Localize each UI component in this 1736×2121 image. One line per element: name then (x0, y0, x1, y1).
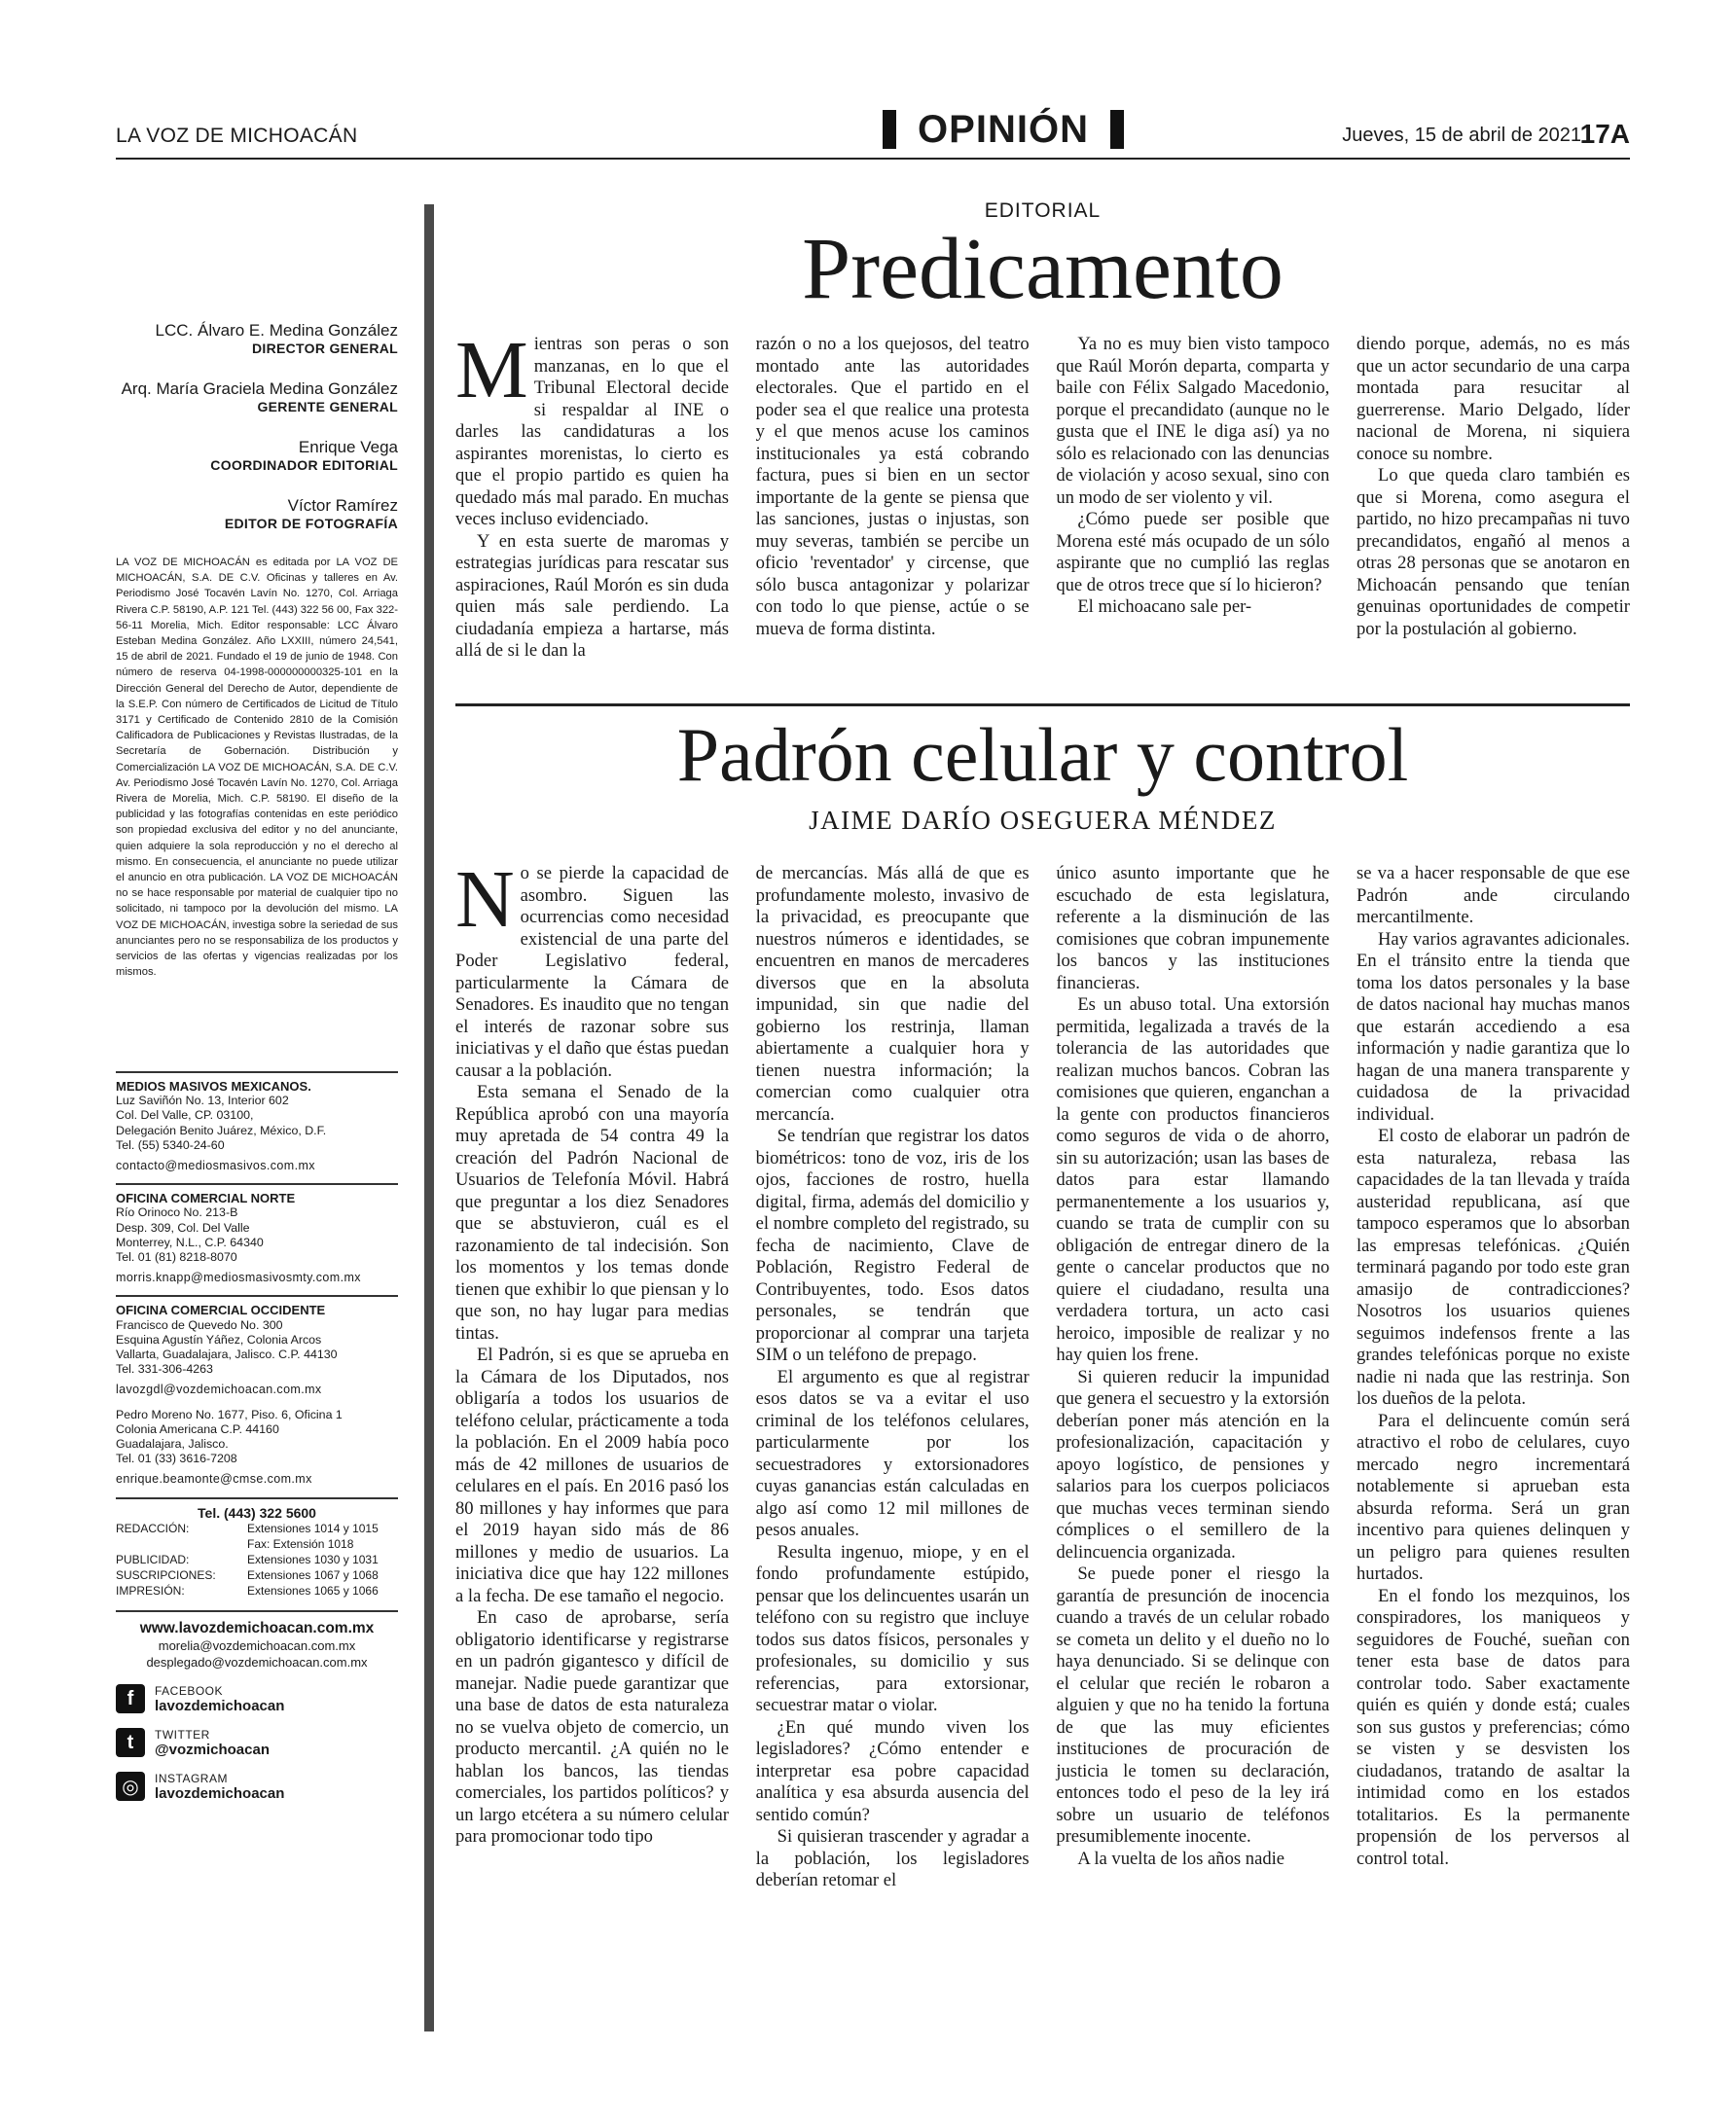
twitter-icon: t (116, 1728, 145, 1757)
paragraph: El michoacano sale per- (1077, 596, 1252, 617)
contact-email-link[interactable]: morelia@vozdemichoacan.com.mx (158, 1637, 356, 1653)
web-contacts (116, 1610, 398, 1671)
section-bar-left (883, 110, 896, 149)
opinion-title: Padrón celular y control (676, 712, 1409, 797)
facebook-icon: f (116, 1684, 145, 1713)
paragraph: Lo que queda claro también es que si Morena, como asegura el partido, no hizo precampañas ni tuvo precandidatos, engañó al menos a otras 28 personas que se anotaron en Michoacán pensando que tenían genuinas oportunidades de competir por la postulación al gobierno. (1356, 465, 1630, 639)
phone-directory (116, 1497, 398, 1599)
paragraph (455, 334, 729, 531)
paragraph: En el fondo los mezquinos, los conspiradores, los maniqueos y seguidores de Fouché, sueñan con tener esta base de datos para controlar todo. Saber exactamente quién es quién y donde está; cuales son sus gustos y preferencias; cómo se visten y se desvisten los ciudadanos, tratando de asaltar la intimidad como en los estados totalitarios. Es la permanente propensión de los perversos al control total. (1356, 1585, 1630, 1869)
phone-dept: IMPRESIÓN: (116, 1583, 185, 1598)
paragraph: ¿Cómo puede ser posible que Morena esté más ocupado de un sólo aspirante que no cumplió las reglas que de otros trece que sí lo hicieron? (1056, 509, 1330, 595)
article-column (1356, 863, 1630, 2011)
page-number: 17A (1579, 119, 1630, 149)
phone-row (116, 1583, 398, 1599)
masthead (116, 107, 1630, 160)
paragraph: El argumento es que al registrar esos datos se va a evitar el uso criminal de los teléfonos celulares, particularmente por los secuestradores y extorsionadores cuyas ganancias están calculadas en algo así como 12 mil millones de pesos anuales. (755, 1366, 1030, 1540)
office-line: Tel. 01 (33) 3616-7208 (116, 1452, 237, 1466)
office-email-link[interactable]: contacto@mediosmasivos.com.mx (116, 1159, 315, 1173)
phone-row (116, 1567, 398, 1583)
paragraph: ¿En qué mundo viven los legisladores? ¿Cómo entender e interpretar esa pobre capacidad analítica y esa absurda ausencia del sentido común? (755, 1716, 1030, 1825)
editorial-title: Predicamento (802, 221, 1284, 317)
office-block (116, 1183, 398, 1285)
staff-name: Víctor Ramírez (287, 496, 398, 515)
office-block (116, 1295, 398, 1397)
social-label: FACEBOOK (155, 1683, 224, 1698)
article-column (1356, 334, 1630, 680)
paragraph: se va a hacer responsable de que ese Padrón ande circulando mercantilmente. (1356, 863, 1630, 927)
drop-cap: M (455, 334, 528, 415)
editorial-article (455, 199, 1630, 680)
office-line: Col. Del Valle, CP. 03100, (116, 1108, 254, 1123)
paragraph: Es un abuso total. Una extorsión permitida, legalizada a través de la tolerancia de las autoridades que realizan muchos bancos. Cobran las comisiones que quieren, enganchan a la gente con productos financieros como seguros de vida o de ahorro, sin su autorización; usan las bases de datos para estar llamando permanentemente a los usuarios y, cuando se trata de cumplir con su obligación de entregar dinero de la gente o cancelar productos que no quiere el ciudadano, resulta una verdadera tortura, un acto casi heroico, imposible de realizar y no hay quien los frene. (1056, 994, 1330, 1365)
phone-ext: Extensiones 1014 y 1015 (247, 1521, 379, 1535)
staff-entry (116, 379, 398, 414)
phone-dept: REDACCIÓN: (116, 1521, 190, 1535)
phone-row (116, 1536, 398, 1552)
paragraph: A la vuelta de los años nadie (1077, 1848, 1285, 1869)
paragraph (455, 863, 729, 1082)
office-line: Francisco de Quevedo No. 300 (116, 1317, 283, 1332)
editorial-columns (455, 334, 1630, 680)
phone-dept: SUSCRIPCIONES: (116, 1567, 216, 1582)
section-title: OPINIÓN (918, 107, 1089, 151)
staff-entry (116, 438, 398, 473)
social-handle: lavozdemichoacan (155, 1697, 285, 1714)
author-byline: JAIME DARÍO OSEGUERA MÉNDEZ (809, 806, 1277, 835)
paragraph: de mercancías. Más allá de que es profundamente molesto, invasivo de la privacidad, es preocupante que nuestros números e identidades, se encuentren en manos de mercaderes diversos que en la absoluta impunidad, sin que nadie del gobierno los restrinja, llaman abiertamente a cualquier hora y tienen nuestra información; la comercian como cualquier otra mercancía. (755, 863, 1030, 1125)
office-email-link[interactable]: lavozgdl@vozdemichoacan.com.mx (116, 1383, 322, 1397)
office-block (116, 1402, 398, 1488)
paragraph-text: o se pierde la capacidad de asombro. Siguen las ocurrencias como necesidad existencial de una parte del Poder Legislativo federal, particularmente la Cámara de Senadores. Es inaudito que no tengan el interés de razonar sobre sus iniciativas y el daño que éstas puedan causar a la población. (455, 863, 729, 1081)
social-twitter[interactable] (116, 1728, 398, 1758)
office-block (116, 1071, 398, 1173)
website-link[interactable]: www.lavozdemichoacan.com.mx (139, 1619, 375, 1636)
office-line: Tel. (55) 5340-24-60 (116, 1137, 225, 1152)
social-label: INSTAGRAM (155, 1771, 228, 1785)
paragraph: Ya no es muy bien visto tampoco que Raúl Morón departa, comparta y baile con Félix Salgado Macedonio, porque el precandidato (aunque no le gusta que el INE le diga así) ya no sólo es relacionado con las denuncias de violación y acoso sexual, sino con un modo de ser violento y vil. (1056, 334, 1330, 508)
office-line: Esquina Agustín Yáñez, Colonia Arcos (116, 1332, 322, 1347)
article-column (455, 334, 729, 680)
phone-ext: Extensiones 1067 y 1068 (247, 1567, 379, 1582)
office-line: Desp. 309, Col. Del Valle (116, 1220, 250, 1235)
paragraph: Resulta ingenuo, miope, y en el fondo profundamente estúpido, pensar que los delincuentes usarán un teléfono con su registro que incluye todos sus datos físicos, personales y profesionales, su domicilio y sus referencias, para extorsionar, secuestrar matar o violar. (755, 1541, 1030, 1715)
paragraph: Para el delincuente común será atractivo el robo de celulares, cuyo mercado negro incrementará notablemente si aprueban esta absurda reforma. Será un gran incentivo para quienes delinquen y un peligro para quienes resulten hurtados. (1356, 1410, 1630, 1584)
paragraph: Y en esta suerte de maromas y estrategias jurídicas para rescatar sus aspiraciones, Raúl Morón es sin duda quien más sale perdiendo. La ciudadanía empieza a hartarse, más allá de si le dan la (455, 530, 729, 661)
paragraph: diendo porque, además, no es más que un actor secundario de una carpa montada para resucitar al guerrerense. Mario Delgado, líder nacional de Morena, ni siquiera conoce su nombre. (1356, 334, 1630, 464)
phone-row (116, 1552, 398, 1567)
social-instagram[interactable] (116, 1772, 398, 1802)
office-title: OFICINA COMERCIAL NORTE (116, 1191, 296, 1206)
office-line: Tel. 01 (81) 8218-8070 (116, 1250, 237, 1265)
paragraph: Hay varios agravantes adicionales. En el tránsito entre la tienda que toma los datos personales y la base de datos nacional hay muchas manos que estarán accediendo a esa información y nadie garantiza que lo hagan de una manera transparente y cuidadosa de la privacidad individual. (1356, 928, 1630, 1125)
paragraph: único asunto importante que he escuchado de esta legislatura, referente a la disminución de las comisiones que cobran impunemente los bancos y las instituciones financieras. (1056, 863, 1330, 993)
paragraph: Si quieren reducir la impunidad que genera el secuestro y la extorsión deberían poner más atención en la profesionalización, capacitación y apoyo logístico, de pensiones y salarios para los cuerpos policiacos que muchas veces terminan siendo cómplices o el semillero de la delincuencia organizada. (1056, 1366, 1330, 1563)
staff-entry (116, 496, 398, 531)
staff-entry (116, 321, 398, 356)
social-label: TWITTER (155, 1727, 210, 1742)
office-title: OFICINA COMERCIAL OCCIDENTE (116, 1303, 326, 1318)
paragraph-text: ientras son peras o son manzanas, en lo que el Tribunal Electoral decide si respaldar al INE o darles las candidaturas a los aspirantes morenistas, lo cierto es que el propio partido es quien ha quedado más mal parado. En muchas veces incluso evidenciado. (455, 334, 729, 529)
staff-name: LCC. Álvaro E. Medina González (155, 321, 398, 340)
office-line: Tel. 331-306-4263 (116, 1362, 213, 1377)
phone-dept (116, 1536, 247, 1552)
staff-role: DIRECTOR GENERAL (252, 341, 398, 356)
section-header (852, 107, 1154, 152)
paragraph: Esta semana el Senado de la República aprobó con una mayoría muy apretada de 54 contra 49 la creación del Padrón Nacional de Usuarios de Telefonía Móvil. Habrá que preguntar a los diez Senadores que se abstuvieron, cuál es el razonamiento de tal indecisión. Son los momentos y los temas donde tienen que exhibir lo que piensan y lo que son, no hay lugar para medias tintas. (455, 1082, 729, 1344)
phone-dept: PUBLICIDAD: (116, 1552, 190, 1566)
office-line: Pedro Moreno No. 1677, Piso. 6, Oficina 1 (116, 1407, 343, 1421)
staff-role: EDITOR DE FOTOGRAFÍA (224, 516, 398, 531)
issue-date: Jueves, 15 de abril de 2021 (1342, 125, 1581, 146)
staff-role: COORDINADOR EDITORIAL (210, 457, 398, 473)
office-title: MEDIOS MASIVOS MEXICANOS. (116, 1079, 311, 1094)
opinion-article (455, 710, 1630, 2011)
staff-name: Enrique Vega (298, 438, 398, 456)
staff-name: Arq. María Graciela Medina González (121, 379, 398, 398)
office-line: Río Orinoco No. 213-B (116, 1205, 238, 1220)
article-column (1056, 863, 1329, 2011)
article-column (455, 863, 729, 2011)
paragraph: razón o no a los quejosos, del teatro montado ante las autoridades electorales. Que el partido en el poder sea el que realice una protesta y el que menos acuse los caminos institucionales ya está cobrando factura, pues si bien en un sector importante de la gente se piensa que las sanciones, justas o injustas, son muy severas, también se percibe un oficio 'reventador' y circense, que sólo busca antagonizar y polarizar con todo lo que piense, actúe o se mueva de forma distinta. (755, 334, 1030, 639)
contact-email-link[interactable]: desplegado@vozdemichoacan.com.mx (146, 1654, 368, 1670)
office-line: Colonia Americana C.P. 44160 (116, 1421, 279, 1436)
social-handle: @vozmichoacan (155, 1741, 270, 1758)
office-line: Guadalajara, Jalisco. (116, 1437, 229, 1452)
paragraph: Se puede poner el riesgo la garantía de presunción de inocencia cuando a través de un celular robado se cometa un delito y el dueño no lo haya denunciado. Si se delinque con el celular que recién le robaron a alguien y que no ha tenido la fortuna de que las muy eficientes instituciones de procuración de justicia le tomen su declaración, entonces todo el peso de la ley irá sobre un usuario de teléfonos presumiblemente inocente. (1056, 1564, 1330, 1847)
phone-row (116, 1521, 398, 1536)
office-line: Luz Saviñón No. 13, Interior 602 (116, 1094, 289, 1108)
office-email-link[interactable]: morris.knapp@mediosmasivosmty.com.mx (116, 1271, 361, 1285)
newspaper-name: LA VOZ DE MICHOACÁN (116, 125, 358, 147)
phone-ext: Fax: Extensión 1018 (247, 1536, 354, 1551)
main-phone: Tel. (443) 322 5600 (198, 1504, 316, 1521)
paragraph: El costo de elaborar un padrón de esta naturaleza, rebasa las capacidades de la tan llevada y traída austeridad republicana, así que tampoco esperamos que lo absorban las empresas telefónicas. ¿Quién terminará pagando por todo este gran amasijo de contradicciones? Nosotros los usuarios quienes seguimos indefensos frente a las grandes telefónicas porque no existe nadie ni nada que las restrinja. Son los dueños de la pelota. (1356, 1126, 1630, 1409)
article-column (756, 863, 1030, 2011)
section-divider (455, 703, 1630, 706)
editorial-label: EDITORIAL (984, 199, 1102, 222)
paragraph: Se tendrían que registrar los datos biométricos: tono de voz, iris de los ojos, facciones de rostro, huella digital, firma, además del domicilio y el nombre completo del registrado, su fecha de nacimiento, Clave de Población, Registro Federal de Contribuyentes, todo. Esos datos personales, se tendrán que proporcionar al comprar una tarjeta SIM o un teléfono de prepago. (755, 1126, 1030, 1365)
social-facebook[interactable] (116, 1684, 398, 1714)
office-line: Delegación Benito Juárez, México, D.F. (116, 1123, 327, 1137)
article-column (1056, 334, 1329, 680)
phone-ext: Extensiones 1030 y 1031 (247, 1552, 379, 1566)
section-bar-right (1110, 110, 1124, 149)
office-line: Monterrey, N.L., C.P. 64340 (116, 1235, 264, 1249)
social-handle: lavozdemichoacan (155, 1784, 285, 1802)
instagram-icon: ◎ (116, 1772, 145, 1801)
vertical-divider (424, 204, 434, 2031)
office-email-link[interactable]: enrique.beamonte@cmse.com.mx (116, 1472, 312, 1487)
staff-sidebar (116, 321, 398, 1802)
paragraph: Si quisieran trascender y agradar a la población, los legisladores deberían retomar el (755, 1826, 1030, 1890)
paragraph: En caso de aprobarse, sería obligatorio identificarse y registrarse en un padrón gigantesco y difícil de manejar. Nadie puede garantizar que una base de datos de esta naturaleza no se vuelva objeto de comercio, un producto mercantil. ¿A quién no le hablan los bancos, las tiendas comerciales, los partidos políticos? y un largo etcétera a su número celular para promocionar todo tipo (455, 1607, 729, 1847)
opinion-columns (455, 863, 1630, 2011)
legal-notice: LA VOZ DE MICHOACÁN es editada por LA VOZ DE MICHOACÁN, S.A. DE C.V. Oficinas y talleres en Av. Periodismo José Tocavén Lavín No. 1270, Col. Arriaga Rivera C.P. 58190, A.P. 121 Tel. (443) 322 56 00, Fax 322-56-11 Morelia, Mich. Editor responsable: LCC Álvaro Esteban Medina González. Año LXXIII, número 24,541, 15 de abril de 2021. Fundado el 19 de junio de 1948. Con número de reserva 04-1998-000000000325-101 en la Dirección General del Derecho de Autor, dependiente de la S.E.P. Con número de Certificados de Licitud de Título 3171 y Certificado de Contenido 2810 de la Comisión Calificadora de Publicaciones y Revistas Ilustradas, de la Secretaría de Gobernación. Distribución y Comercialización LA VOZ DE MICHOACÁN, S.A. DE C.V. Av. Periodismo José Tocavén Lavín No. 1270, Col. Arriaga Rivera de Morelia, Mich. C.P. 58190. El diseño de la publicidad y las fotografías contenidas en este periódico son propiedad exclusiva del editor y no del anunciante, quien adquiere la sola reproducción y no el derecho al mismo. En consecuencia, el anunciante no puede utilizar el anuncio en otra publicación. LA VOZ DE MICHOACÁN no se hace responsable por material de cualquier tipo no solicitado, ni tampoco por la devolución del mismo. LA VOZ DE MICHOACÁN, investiga sobre la seriedad de sus anunciantes pero no se responsabiliza de los productos y servicios de las ofertas y vigencias realizadas por los mismos. (116, 557, 398, 979)
staff-role: GERENTE GENERAL (257, 399, 398, 414)
paragraph: El Padrón, si es que se aprueba en la Cámara de los Diputados, nos obligaría a todos los usuarios de teléfono celular, prácticamente a toda la población. En el 2009 había poco más de 42 millones de usuarios de celulares en el país. En 2016 pasó los 80 millones y hay informes que para el 2019 hayan sido más de 86 millones y medio de usuarios. La iniciativa dice que hay 122 millones a la fecha. De ese tamaño el negocio. (455, 1345, 729, 1606)
article-column (756, 334, 1030, 680)
office-line: Vallarta, Guadalajara, Jalisco. C.P. 44130 (116, 1348, 338, 1362)
phone-ext: Extensiones 1065 y 1066 (247, 1583, 379, 1598)
drop-cap: N (455, 863, 515, 945)
